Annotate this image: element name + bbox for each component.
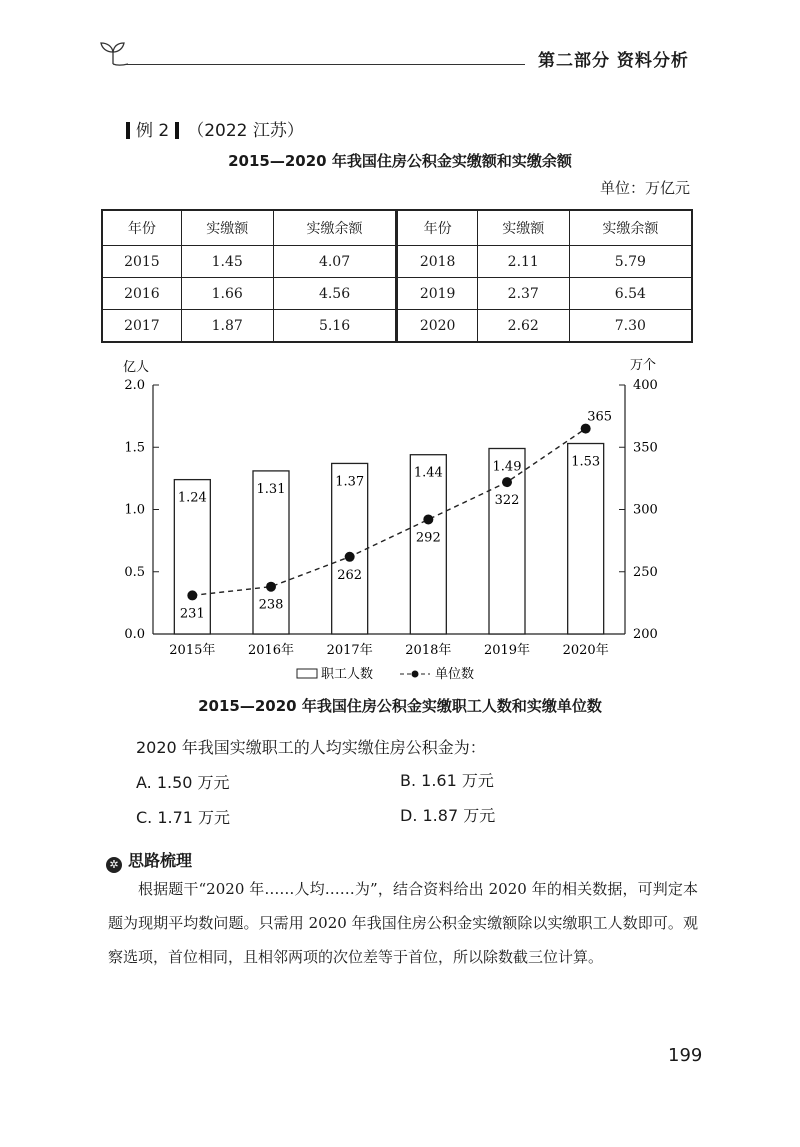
legend-bar-swatch [297, 669, 317, 678]
right-tick-label: 300 [633, 502, 658, 518]
bar-value-label: 1.53 [571, 454, 601, 470]
bar-value-label: 1.24 [177, 490, 207, 506]
right-tick-label: 350 [633, 440, 658, 456]
line-value-label: 262 [337, 567, 363, 583]
right-axis-unit: 万个 [630, 358, 657, 373]
line-value-label: 231 [179, 606, 205, 622]
right-tick-label: 250 [633, 564, 658, 580]
analysis-heading [106, 848, 192, 873]
line-point-2020年 [581, 424, 591, 434]
table-cell: 1.45 [181, 246, 273, 278]
bar-value-label: 1.49 [492, 459, 522, 475]
left-tick-label: 2.0 [124, 378, 145, 393]
chart-title: 2015—2020 年我国住房公积金实缴职工人数和实缴单位数 [198, 697, 602, 715]
example-bar-right [175, 122, 179, 139]
table-cell: 2.11 [477, 246, 569, 278]
bar-2019年 [489, 448, 525, 634]
example-bar-left [126, 122, 130, 139]
table-unit: 单位：万亿元 [599, 179, 690, 197]
table-cell: 2020 [397, 310, 477, 343]
analysis-text: 根据题干“2020 年……人均……为”，结合资料给出 2020 年的相关数据，可判定本题为现期平均数问题。只需用 2020 年我国住房公积金实缴额除以实缴职工人数即可。观察选项，首位相同，且相邻两项的次位差等于首位，所以除数截三位计算。 [108, 880, 698, 966]
line-value-label: 365 [587, 409, 613, 425]
x-tick-label: 2015年 [169, 643, 216, 658]
line-value-label: 322 [494, 493, 520, 509]
analysis-heading-label: 思路梳理 [128, 851, 193, 870]
option-b[interactable]: B. 1.61 万元 [400, 771, 494, 790]
table-cell: 2017 [102, 310, 181, 343]
leaf-icon [98, 40, 128, 66]
table-cell: 2018 [397, 246, 477, 278]
x-tick-label: 2018年 [405, 643, 452, 658]
option-a[interactable]: A. 1.50 万元 [136, 773, 230, 792]
table-header-cell: 实缴余额 [569, 210, 692, 246]
line-series-units [192, 429, 585, 596]
table-cell: 4.56 [273, 278, 397, 310]
table-header-cell: 实缴额 [477, 210, 569, 246]
table-cell: 2.37 [477, 278, 569, 310]
legend-line-marker [412, 671, 419, 678]
table-header-cell: 实缴余额 [273, 210, 397, 246]
line-point-2018年 [423, 514, 433, 524]
table-cell: 5.79 [569, 246, 692, 278]
table-header-row [102, 210, 692, 246]
table-cell: 2.62 [477, 310, 569, 343]
x-tick-label: 2019年 [483, 643, 531, 658]
line-point-2017年 [345, 552, 355, 562]
bar-2020年 [568, 444, 604, 634]
example-source: （2022 江苏） [187, 121, 304, 141]
question-stem: 2020 年我国实缴职工的人均实缴住房公积金为： [136, 738, 486, 757]
right-tick-label: 400 [633, 378, 658, 393]
line-value-label: 238 [258, 597, 284, 613]
bar-value-label: 1.37 [335, 474, 365, 490]
table-header-cell: 实缴额 [181, 210, 273, 246]
header-divider [125, 64, 525, 65]
line-point-2019年 [502, 477, 512, 487]
table-cell: 2019 [397, 278, 477, 310]
left-tick-label: 0.5 [124, 564, 145, 580]
legend-line-label: 单位数 [435, 667, 475, 682]
left-tick-label: 1.5 [124, 440, 145, 456]
table-title: 2015—2020 年我国住房公积金实缴额和实缴余额 [228, 152, 572, 170]
legend-bar-label: 职工人数 [321, 667, 374, 682]
table-header-cell: 年份 [397, 210, 477, 246]
line-value-label: 292 [415, 530, 441, 546]
table-cell: 1.66 [181, 278, 273, 310]
x-tick-label: 2020年 [562, 643, 609, 658]
combo-chart [110, 355, 670, 690]
left-tick-label: 0.0 [124, 627, 145, 642]
table-cell: 5.16 [273, 310, 397, 343]
right-tick-label: 200 [633, 627, 658, 642]
table-cell: 7.30 [569, 310, 692, 343]
gear-icon: ✲ [106, 857, 122, 873]
table-cell: 1.87 [181, 310, 273, 343]
line-point-2016年 [266, 582, 276, 592]
option-d[interactable]: D. 1.87 万元 [400, 806, 496, 825]
table-cell: 6.54 [569, 278, 692, 310]
bar-value-label: 1.44 [413, 465, 443, 481]
bar-value-label: 1.31 [256, 481, 286, 497]
table-cell: 2016 [102, 278, 181, 310]
table-row [102, 310, 692, 343]
left-axis-unit: 亿人 [123, 360, 150, 375]
table-cell: 4.07 [273, 246, 397, 278]
section-title: 第二部分 资料分析 [538, 51, 689, 71]
x-tick-label: 2017年 [326, 643, 373, 658]
example-tag [126, 116, 304, 141]
x-tick-label: 2016年 [247, 643, 295, 658]
table-header-cell: 年份 [102, 210, 181, 246]
line-point-2015年 [187, 590, 197, 600]
table-cell: 2015 [102, 246, 181, 278]
left-tick-label: 1.0 [124, 502, 145, 518]
option-c[interactable]: C. 1.71 万元 [136, 808, 231, 827]
page-number: 199 [668, 1045, 703, 1066]
data-table [101, 209, 693, 343]
table-row [102, 246, 692, 278]
example-label: 例 2 [136, 121, 170, 141]
table-row [102, 278, 692, 310]
